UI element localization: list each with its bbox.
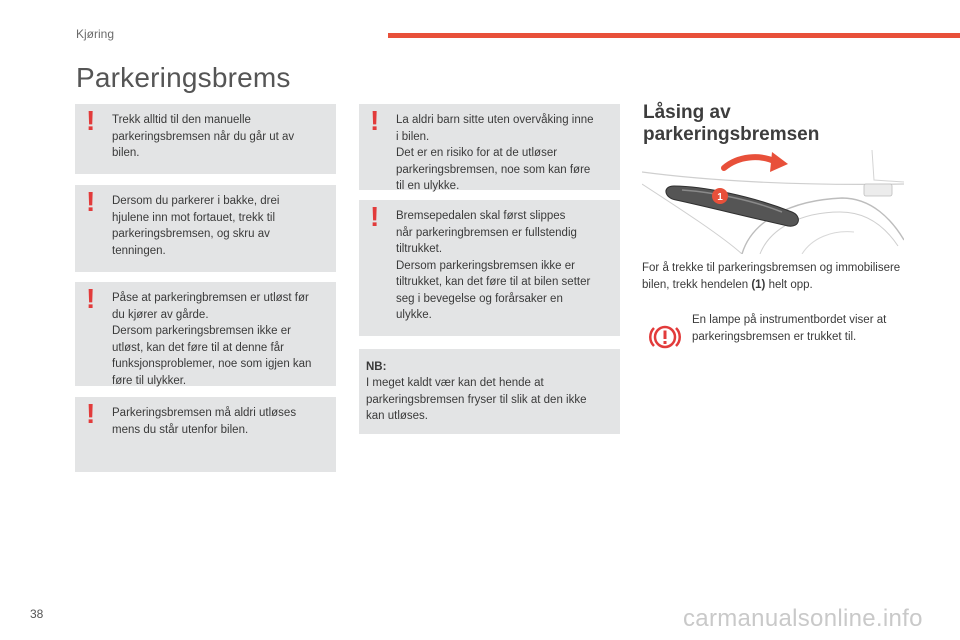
warning-text: Påse at parkeringbremsen er utløst før du kjører av gårde. Dersom parkeringsbremsen ikke er utløst, kan det føre til at denne får funksjonsproblemer, noe som igjen kan føre til ulykker. — [112, 292, 312, 387]
instruction-text-main: For å trekke til parkeringsbremsen og immobilisere bilen, trekk hendelen — [642, 262, 901, 291]
parking-brake-lever-illustration — [642, 150, 904, 254]
warning-icon: ! — [370, 105, 380, 136]
note-title: NB: — [366, 361, 387, 373]
page-number: 38 — [30, 607, 44, 621]
warning-icon: ! — [86, 283, 96, 314]
warning-box — [75, 282, 336, 386]
parking-brake-warning-lamp-icon — [648, 323, 682, 351]
warning-box — [75, 185, 336, 272]
watermark: carmanualsonline.info — [683, 605, 923, 632]
lever-reference: (1) — [751, 279, 766, 291]
instruction-text — [642, 260, 902, 294]
warning-text: Dersom du parkerer i bakke, drei hjulene inn mot fortauet, trekk til parkeringsbremsen, og skru av tenningen. — [112, 195, 280, 257]
warning-icon: ! — [86, 398, 96, 429]
note-text: I meget kaldt vær kan det hende at parkeringsbremsen fryser til slik at den ikke kan utløses. — [366, 377, 587, 422]
section-heading: Låsing av parkeringsbremsen — [643, 102, 820, 145]
lamp-description: En lampe på instrumentbordet viser at parkeringsbremsen er trukket til. — [692, 314, 887, 343]
warning-box — [75, 397, 336, 472]
page-title: Parkeringsbrems — [76, 62, 291, 93]
callout-label: 1 — [717, 192, 723, 203]
warning-box — [359, 104, 620, 190]
warning-icon: ! — [370, 201, 380, 232]
instruction-text-end: helt opp. — [765, 279, 813, 291]
note-box — [359, 349, 620, 434]
section-label: Kjøring — [76, 27, 115, 41]
warning-box — [75, 104, 336, 174]
warning-text: Parkeringsbremsen må aldri utløses mens du står utenfor bilen. — [112, 407, 297, 436]
warning-text: La aldri barn sitte uten overvåking inne i bilen. Det er en risiko for at de utløser parkeringsbremsen, noe som kan føre til en ulykke. — [396, 114, 594, 192]
warning-text: Bremsepedalen skal først slippes når parkeringbremsen er fullstendig tiltrukket. Dersom parkeringsbremsen ikke er tiltrukket, kan det føre til at bilen setter seg i bevegelse og forårsaker en ulykke. — [396, 210, 591, 321]
warning-icon: ! — [86, 186, 96, 217]
warning-icon: ! — [86, 105, 96, 136]
warning-box — [359, 200, 620, 336]
warning-text: Trekk alltid til den manuelle parkeringsbremsen når du går ut av bilen. — [112, 114, 295, 159]
header-accent-bar — [388, 33, 960, 38]
